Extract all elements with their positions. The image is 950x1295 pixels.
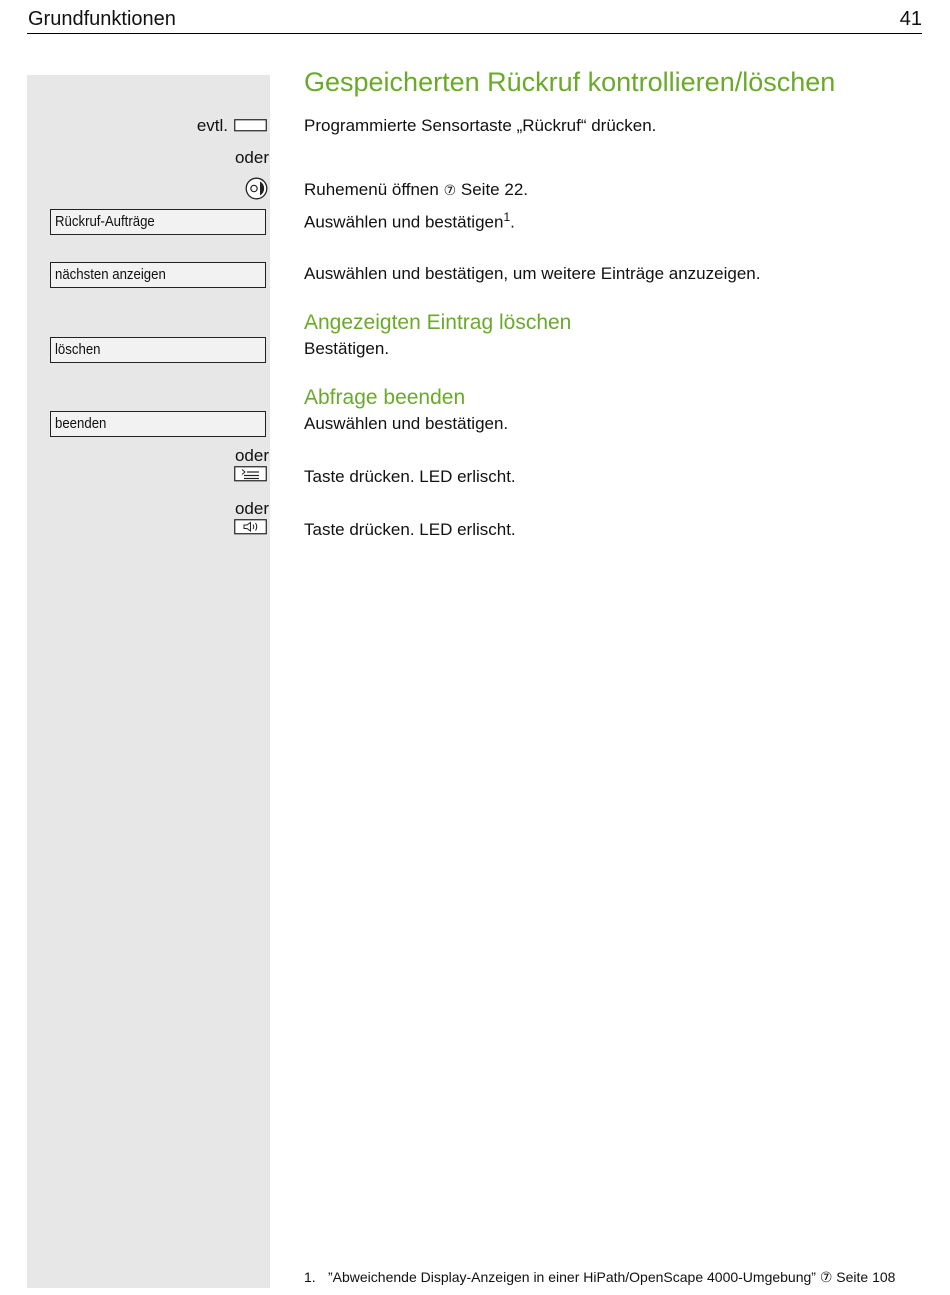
step-taste-1: Taste drücken. LED erlischt. [304,467,516,486]
section-title: Grundfunktionen [28,8,176,30]
footnote-marker: 1 [503,210,511,224]
navigation-wheel-icon [245,177,268,200]
display-beenden[interactable]: beenden [50,411,266,437]
step-weitere-eintraege: Auswählen und bestätigen, um weitere Einträge anzuzeigen. [304,264,761,283]
step-ruhemenue: Ruhemenü öffnen ⑦ Seite 22. [304,180,528,199]
speaker-key-icon [234,519,267,535]
evtl-label: evtl. [196,116,228,135]
reference-arrow-icon: ⑦ [443,182,457,198]
page-header [27,6,922,34]
footnote-text: ”Abweichende Display-Anzeigen in einer HiPath/OpenScape 4000-Umgebung” ⑦ Seite 108 [328,1269,896,1285]
footnote-number: 1. [304,1269,316,1285]
oder-label: oder [234,446,269,465]
page-number: 41 [899,8,922,30]
step-auswaehlen-1: Auswählen und bestätigen$^1$. [304,210,515,232]
display-loeschen[interactable]: löschen [50,337,266,363]
display-rueckruf-auftraege[interactable]: Rückruf-Aufträge [50,209,266,235]
menu-key-icon [234,466,267,482]
footnote [304,1269,895,1286]
page-reference[interactable]: Seite 22. [460,180,528,199]
step-bestaetigen: Bestätigen. [304,339,390,358]
oder-label: oder [234,148,269,167]
sensor-key-icon [234,119,267,132]
page-title: Gespeicherten Rückruf kontrollieren/löschen [304,67,836,97]
step-auswaehlen-2: Auswählen und bestätigen. [304,414,509,433]
sidebar-panel [27,75,270,1288]
step-taste-2: Taste drücken. LED erlischt. [304,520,516,539]
subheading-eintrag-loeschen: Angezeigten Eintrag löschen [304,311,572,334]
step-sensor-key: Programmierte Sensortaste „Rückruf“ drücken. [304,116,657,135]
subheading-abfrage-beenden: Abfrage beenden [304,386,466,409]
display-naechsten-anzeigen[interactable]: nächsten anzeigen [50,262,266,288]
oder-label: oder [234,499,269,518]
